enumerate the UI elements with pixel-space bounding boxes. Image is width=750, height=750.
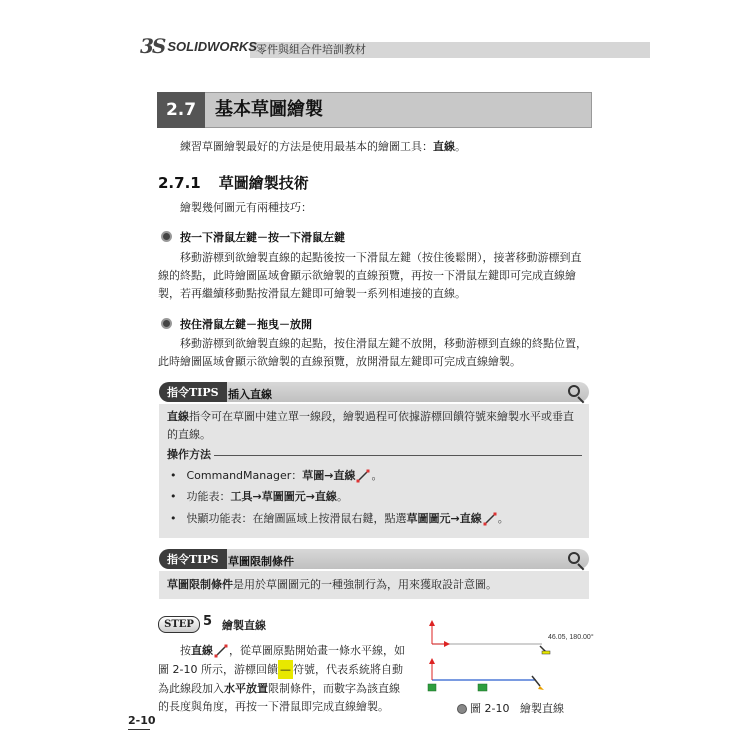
bullet-icon (161, 318, 172, 329)
tip2-body-bold: 草圖限制條件 (167, 578, 233, 591)
tip1-method-label: 操作方法 (167, 448, 211, 461)
step-line2 (158, 660, 403, 679)
tip2-body-text: 是用於草圖圖元的一種強制行為，用來獲取設計意圖。 (233, 578, 497, 591)
tip1-body-line1 (167, 407, 574, 426)
ds-logo-icon: 3S (140, 34, 165, 58)
caption-text: 繪製直線 (519, 702, 564, 715)
item-suffix: 。 (371, 469, 383, 482)
list-dot-icon: • (170, 469, 177, 482)
line-tool-icon (356, 469, 370, 483)
method-divider (214, 455, 582, 456)
step-text: 按 (180, 644, 191, 657)
page-number: 2-10 (128, 714, 156, 727)
tip2-label: 指令TIPS (159, 549, 227, 569)
bullet-icon (161, 231, 172, 242)
coincident-icon (428, 684, 436, 691)
item-path: 工具→草圖圖元→直線 (230, 490, 337, 503)
step-badge: STEP (158, 616, 200, 633)
section-number: 2.7 (157, 92, 205, 128)
item-path: 草圖圖元→直線 (406, 512, 482, 525)
figure-sketch (420, 620, 600, 698)
tip1-label: 指令TIPS (159, 382, 227, 402)
item-prefix: CommandManager： (186, 469, 303, 482)
item-suffix: 。 (497, 512, 509, 525)
tip1-body-line2: 的直線。 (167, 428, 211, 441)
page-number-underline (128, 729, 150, 730)
header-logo (140, 34, 257, 58)
item-suffix: 。 (336, 490, 348, 503)
intro-end: 。 (455, 140, 466, 153)
step-bold: 直線 (191, 644, 213, 657)
tip1-title: 插入直線 (228, 388, 272, 401)
tip1-body-text: 指令可在草圖中建立單一線段，繪製過程可依據游標回饋符號來繪製水平或垂直 (189, 410, 574, 423)
intro-tool: 直線 (433, 140, 455, 153)
line-tool-icon (214, 644, 228, 658)
tip1-item-3 (170, 511, 509, 527)
subsection-title: 草圖繪製技術 (218, 174, 309, 192)
tip2-title: 草圖限制條件 (228, 555, 294, 568)
step-line3 (158, 679, 400, 698)
caption-icon (457, 704, 467, 714)
technique1-line1: 移動游標到欲繪製直線的起點後按一下滑鼠左鍵（按住後鬆開），接著移動游標到直 (180, 251, 582, 264)
section-title: 基本草圖繪製 (215, 99, 323, 120)
tip1-item-1 (170, 468, 382, 484)
step-text: 符號，代表系統將自動 (292, 663, 403, 676)
caption-number: 圖 2-10 (470, 702, 510, 715)
step-line4: 的長度與角度，再按一下滑鼠即完成直線繪製。 (158, 700, 389, 713)
horizontal-relation-icon (478, 684, 487, 691)
line-tool-icon (483, 512, 497, 526)
y-arrowhead (429, 658, 435, 664)
x-arrowhead (444, 641, 450, 647)
tip2-body-line (167, 575, 497, 594)
step-title: 繪製直線 (222, 619, 266, 632)
list-dot-icon: • (170, 512, 177, 525)
subsection-number: 2.7.1 (158, 174, 201, 192)
technique2-line1: 移動游標到欲繪製直線的起點，按住滑鼠左鍵不放開，移動游標到直線的終點位置， (180, 337, 587, 350)
tip1-item-2 (170, 489, 348, 505)
intro-paragraph (180, 137, 466, 156)
step-bold: 水平放置 (224, 682, 268, 695)
horizontal-feedback-icon: — (278, 660, 293, 679)
list-dot-icon: • (170, 490, 177, 503)
intro-text: 練習草圖繪製最好的方法是使用最基本的繪圖工具： (180, 140, 433, 153)
technique2-line2: 此時繪圖區域會顯示欲繪製的直線預覽，放開滑鼠左鍵即可完成直線繪製。 (158, 355, 521, 368)
cursor-pencil-icon (532, 676, 540, 686)
technique1-line2: 線的終點，此時繪圖區域會顯示欲繪製的直線預覽，再按一下滑鼠左鍵即可完成直線繪 (158, 269, 576, 282)
y-arrowhead (429, 620, 435, 626)
step-text: 限制條件，而數字為該直線 (268, 682, 400, 695)
subsection-heading (158, 172, 309, 193)
cursor-tip-icon (538, 686, 544, 690)
figure-readout: 46.05, 180.00° (548, 634, 594, 641)
technique2-heading: 按住滑鼠左鍵－拖曳－放開 (180, 318, 312, 331)
step-text: ，從草圖原點開始畫一條水平線，如 (229, 644, 405, 657)
book-title: 零件與組合件培訓教材 (256, 43, 366, 56)
brand-name: SOLIDWORKS (167, 38, 257, 54)
tip1-body-bold: 直線 (167, 410, 189, 423)
step-text: 為此線段加入 (158, 682, 224, 695)
step-line1 (180, 641, 405, 660)
figure-caption (470, 699, 564, 718)
horizontal-feedback-badge (542, 651, 550, 654)
item-path: 草圖→直線 (302, 469, 356, 482)
item-prefix: 功能表： (186, 490, 231, 503)
technique1-heading: 按一下滑鼠左鍵－按一下滑鼠左鍵 (180, 231, 345, 244)
step-number: 5 (203, 614, 213, 629)
step-text: 圖 2-10 所示，游標回饋 (158, 663, 278, 676)
subsection-lead: 繪製幾何圖元有兩種技巧： (180, 201, 312, 214)
technique1-line3: 製，若再繼續移動點按滑鼠左鍵即可繪製一系列相連接的直線。 (158, 287, 466, 300)
item-prefix: 快顯功能表：在繪圖區域上按滑鼠右鍵，點選 (186, 512, 407, 525)
